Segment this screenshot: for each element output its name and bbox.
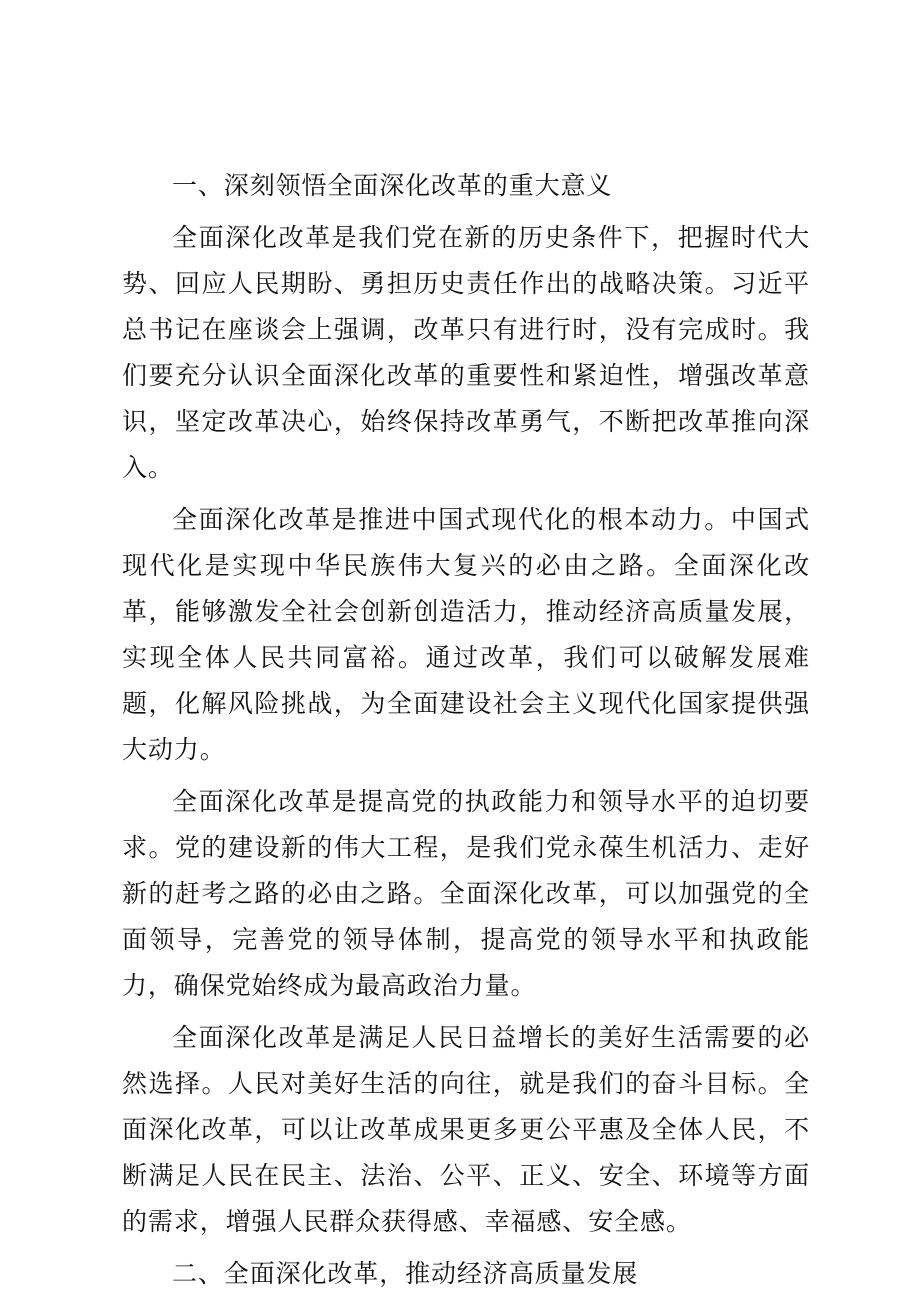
paragraph-3: 全面深化改革是提高党的执政能力和领导水平的迫切要求。党的建设新的伟大工程，是我们党永葆生机活力、走好新的赶考之路的必由之路。全面深化改革，可以加强党的全面领导，完善党的领导体制，提高党的领导水平和执政能力，确保党始终成为最高政治力量。 <box>122 787 810 1000</box>
section-heading-1: 一、深刻领悟全面深化改革的重大意义 <box>172 171 613 200</box>
paragraph-2: 全面深化改革是推进中国式现代化的根本动力。中国式现代化是实现中华民族伟大复兴的必由之路。全面深化改革，能够激发全社会创新创造活力，推动经济高质量发展，实现全体人民共同富裕。通过改革，我们可以破解发展难题，化解风险挑战，为全面建设社会主义现代化国家提供强大动力。 <box>122 505 810 764</box>
document-body <box>122 163 810 1303</box>
paragraph-1: 全面深化改革是我们党在新的历史条件下，把握时代大势、回应人民期盼、勇担历史责任作出的战略决策。习近平总书记在座谈会上强调，改革只有进行时，没有完成时。我们要充分认识全面深化改革的重要性和紧迫性，增强改革意识，坚定改革决心，始终保持改革勇气，不断把改革推向深入。 <box>122 223 810 482</box>
paragraph-4: 全面深化改革是满足人民日益增长的美好生活需要的必然选择。人民对美好生活的向往，就是我们的奋斗目标。全面深化改革，可以让改革成果更多更公平惠及全体人民，不断满足人民在民主、法治、公平、正义、安全、环境等方面的需求，增强人民群众获得感、幸福感、安全感。 <box>122 1023 810 1236</box>
section-heading-2: 二、全面深化改革，推动经济高质量发展 <box>172 1259 639 1288</box>
